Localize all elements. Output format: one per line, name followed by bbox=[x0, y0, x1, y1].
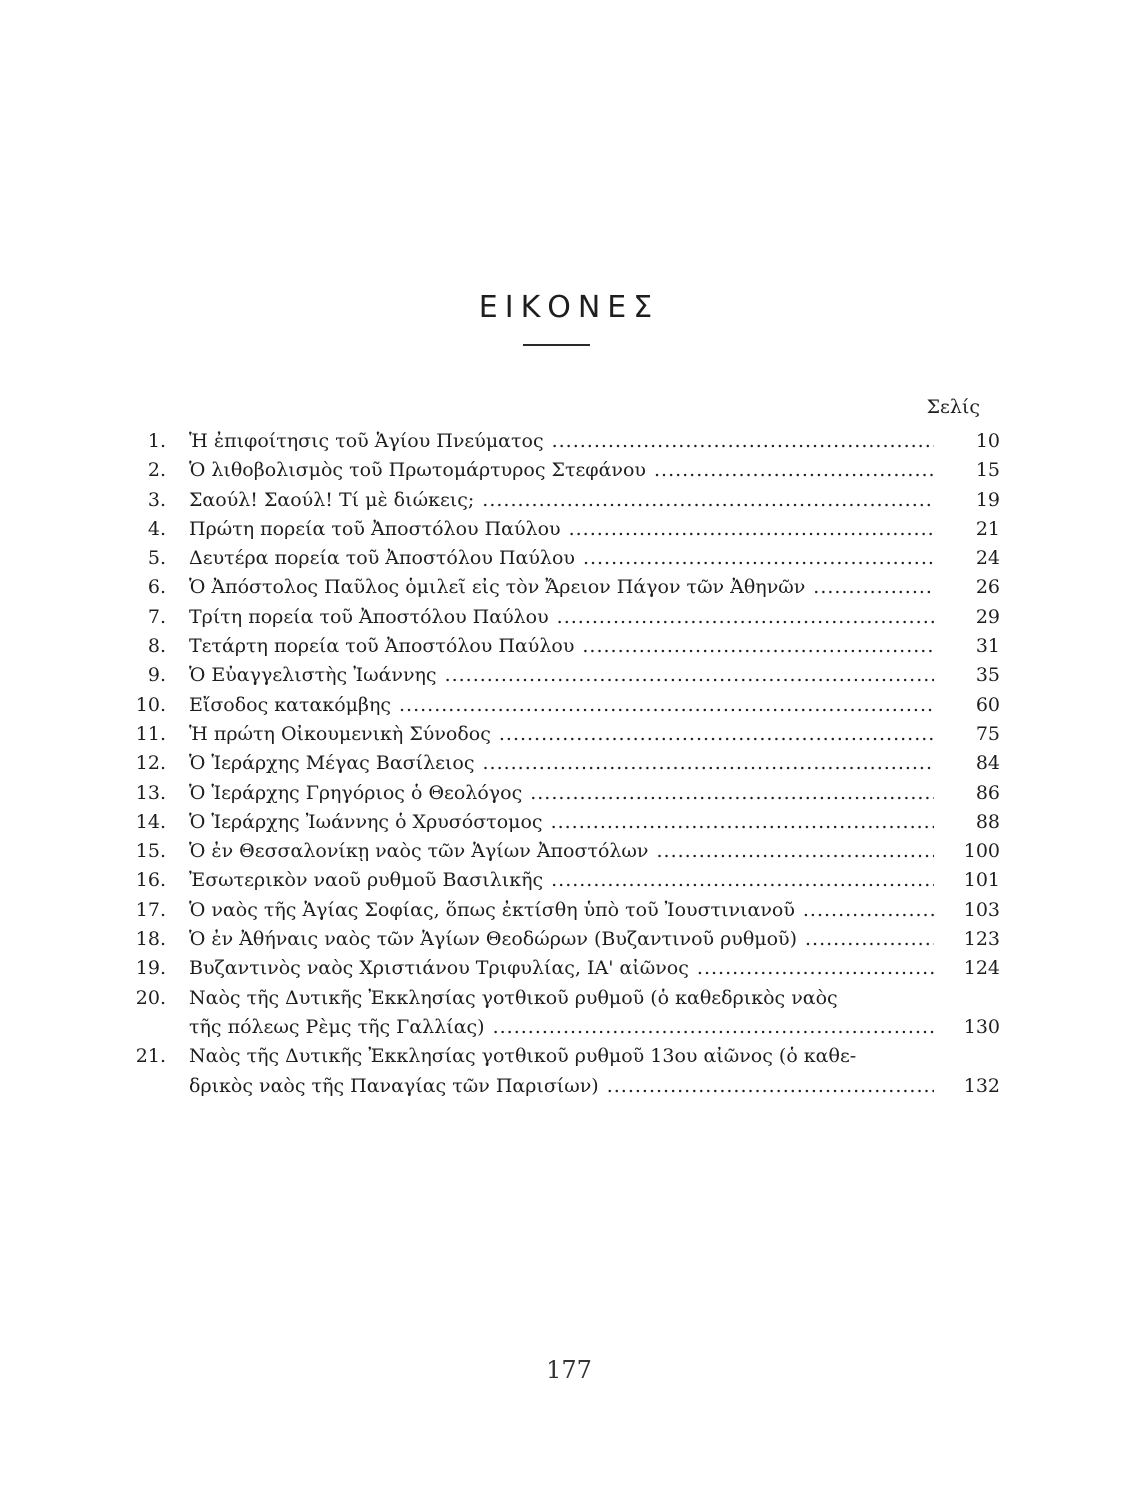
list-item bbox=[128, 896, 1000, 925]
entry-number: 13. bbox=[135, 781, 166, 804]
page-reference: 101 bbox=[963, 869, 1000, 892]
list-item bbox=[128, 984, 1000, 1043]
dot-leader bbox=[530, 779, 934, 808]
entry-number: 18. bbox=[135, 928, 166, 951]
entry-line bbox=[189, 486, 1000, 515]
page-reference: 19 bbox=[975, 488, 1000, 511]
dot-leader bbox=[482, 749, 934, 778]
dot-leader bbox=[499, 720, 934, 749]
page-reference: 15 bbox=[975, 459, 1000, 482]
list-item bbox=[128, 515, 1000, 544]
entry-number: 14. bbox=[135, 810, 166, 833]
list-item bbox=[128, 456, 1000, 485]
entry-line bbox=[189, 749, 1000, 778]
entry-number: 8. bbox=[147, 635, 166, 658]
entry-line bbox=[189, 984, 1000, 1013]
list-item bbox=[128, 925, 1000, 954]
dot-leader bbox=[445, 661, 934, 690]
page-reference: 10 bbox=[975, 430, 1000, 452]
entry-line bbox=[189, 661, 1000, 690]
entry-caption: Πρώτη πορεία τοῦ Ἀποστόλου Παύλου bbox=[189, 517, 561, 540]
page-title: ΕΙΚΟΝΕΣ bbox=[478, 290, 660, 325]
entry-caption: Ὁ Ἱεράρχης Ἰωάννης ὁ Χρυσόστομος bbox=[189, 810, 543, 833]
figure-list bbox=[128, 427, 1000, 1101]
list-item bbox=[128, 544, 1000, 573]
entry-caption: Ὁ Εὐαγγελιστὴς Ἰωάννης bbox=[189, 664, 437, 687]
entry-caption-continued: τῆς πόλεως Ρὲμς τῆς Γαλλίας) bbox=[189, 1015, 485, 1038]
entry-number: 16. bbox=[135, 869, 166, 892]
list-item bbox=[128, 720, 1000, 749]
page-reference: 31 bbox=[975, 635, 1000, 658]
entry-caption: Ὁ Ἱεράρχης Γρηγόριος ὁ Θεολόγος bbox=[189, 781, 523, 804]
page-reference: 29 bbox=[975, 605, 1000, 628]
dot-leader bbox=[551, 808, 934, 837]
dot-leader bbox=[805, 925, 934, 954]
entry-caption: Ναὸς τῆς Δυτικῆς Ἐκκλησίας γοτθικοῦ ρυθμοῦ (ὁ καθεδρικὸς ναὸς bbox=[189, 986, 838, 1009]
list-item bbox=[128, 808, 1000, 837]
entry-line bbox=[189, 515, 1000, 544]
entry-line bbox=[189, 866, 1000, 895]
entry-number: 5. bbox=[147, 547, 166, 570]
entry-line bbox=[189, 720, 1000, 749]
dot-leader bbox=[803, 896, 934, 925]
entry-number: 12. bbox=[135, 752, 166, 775]
dot-leader bbox=[583, 544, 934, 573]
entry-line bbox=[189, 925, 1000, 954]
list-item bbox=[128, 486, 1000, 515]
dot-leader bbox=[399, 691, 934, 720]
entry-caption: Ὁ ἐν Θεσσαλονίκῃ ναὸς τῶν Ἁγίων Ἀποστόλων bbox=[189, 840, 649, 863]
entry-number: 7. bbox=[147, 605, 166, 628]
entry-line bbox=[189, 1042, 1000, 1071]
entry-number: 17. bbox=[135, 898, 166, 921]
list-item bbox=[128, 691, 1000, 720]
entry-caption: Δευτέρα πορεία τοῦ Ἀποστόλου Παύλου bbox=[189, 547, 575, 570]
list-item bbox=[128, 632, 1000, 661]
dot-leader bbox=[656, 837, 934, 866]
list-item bbox=[128, 603, 1000, 632]
page-reference: 130 bbox=[963, 1015, 1000, 1038]
entry-number: 20. bbox=[135, 986, 166, 1009]
entry-line bbox=[189, 896, 1000, 925]
entry-line bbox=[189, 691, 1000, 720]
list-item bbox=[128, 837, 1000, 866]
entry-line bbox=[189, 779, 1000, 808]
entry-number: 3. bbox=[147, 488, 166, 511]
entry-caption: Εἴσοδος κατακόμβης bbox=[189, 693, 392, 716]
entry-caption: Ὁ Ἀπόστολος Παῦλος ὁμιλεῖ εἰς τὸν Ἄρειον Πάγον τῶν Ἀθηνῶν bbox=[189, 576, 806, 599]
page-reference: 86 bbox=[975, 781, 1000, 804]
entry-line bbox=[189, 837, 1000, 866]
entry-line-continued bbox=[189, 1072, 1000, 1101]
entry-caption: Ἡ πρώτη Οἰκουμενικὴ Σύνοδος bbox=[189, 722, 491, 745]
entry-line bbox=[189, 632, 1000, 661]
dot-leader bbox=[493, 1013, 934, 1042]
list-item bbox=[128, 866, 1000, 895]
entry-line bbox=[189, 573, 1000, 602]
page-reference: 124 bbox=[963, 957, 1000, 980]
entry-number: 11. bbox=[135, 722, 166, 745]
page-reference: 123 bbox=[963, 928, 1000, 951]
entry-number: 21. bbox=[135, 1045, 166, 1068]
entry-caption: Βυζαντινὸς ναὸς Χριστιάνου Τριφυλίας, ΙΑ' αἰῶνος bbox=[189, 957, 689, 980]
entry-caption: Σαούλ! Σαούλ! Τί μὲ διώκεις; bbox=[189, 488, 475, 511]
dot-leader bbox=[482, 486, 934, 515]
list-item bbox=[128, 661, 1000, 690]
list-item bbox=[128, 954, 1000, 983]
title-divider bbox=[523, 344, 590, 346]
dot-leader bbox=[551, 866, 934, 895]
entry-line bbox=[189, 456, 1000, 485]
entry-caption: Ὁ ἐν Ἀθήναις ναὸς τῶν Ἁγίων Θεοδώρων (Βυζαντινοῦ ρυθμοῦ) bbox=[189, 928, 798, 951]
entry-line bbox=[189, 808, 1000, 837]
entry-number: 9. bbox=[147, 664, 166, 687]
entry-caption: Ὁ ναὸς τῆς Ἁγίας Σοφίας, ὅπως ἐκτίσθη ὑπὸ τοῦ Ἰουστινιανοῦ bbox=[189, 898, 795, 921]
dot-leader bbox=[654, 456, 934, 485]
entry-caption: Τρίτη πορεία τοῦ Ἀποστόλου Παύλου bbox=[189, 605, 549, 628]
page-reference: 84 bbox=[975, 752, 1000, 775]
page-reference: 35 bbox=[975, 664, 1000, 687]
entry-caption: Ἡ ἐπιφοίτησις τοῦ Ἁγίου Πνεύματος bbox=[189, 430, 544, 452]
dot-leader bbox=[557, 603, 934, 632]
page-reference: 103 bbox=[963, 898, 1000, 921]
entry-caption: Ναὸς τῆς Δυτικῆς Ἐκκλησίας γοτθικοῦ ρυθμοῦ 13ου αἰῶνος (ὁ καθε- bbox=[189, 1045, 857, 1068]
entry-caption-continued: δρικὸς ναὸς τῆς Παναγίας τῶν Παρισίων) bbox=[189, 1074, 599, 1097]
entry-caption: Ὁ λιθοβολισμὸς τοῦ Πρωτομάρτυρος Στεφάνου bbox=[189, 459, 646, 482]
entry-number: 15. bbox=[135, 840, 166, 863]
list-item bbox=[128, 749, 1000, 778]
page-reference: 24 bbox=[975, 547, 1000, 570]
list-item bbox=[128, 1042, 1000, 1101]
page-reference: 132 bbox=[963, 1074, 1000, 1097]
dot-leader bbox=[569, 515, 934, 544]
page-reference: 26 bbox=[975, 576, 1000, 599]
entry-caption: Ἐσωτερικὸν ναοῦ ρυθμοῦ Βασιλικῆς bbox=[189, 869, 544, 892]
dot-leader bbox=[697, 954, 934, 983]
entry-line bbox=[189, 603, 1000, 632]
dot-leader bbox=[552, 427, 934, 456]
entry-number: 1. bbox=[147, 430, 166, 452]
page-reference: 60 bbox=[975, 693, 1000, 716]
page-reference: 75 bbox=[975, 722, 1000, 745]
entry-number: 10. bbox=[135, 693, 166, 716]
dot-leader bbox=[582, 632, 934, 661]
entry-number: 4. bbox=[147, 517, 166, 540]
entry-number: 19. bbox=[135, 957, 166, 980]
list-item bbox=[128, 779, 1000, 808]
dot-leader bbox=[607, 1072, 934, 1101]
page-reference: 21 bbox=[975, 517, 1000, 540]
page-reference: 100 bbox=[963, 840, 1000, 863]
entry-number: 6. bbox=[147, 576, 166, 599]
entry-line bbox=[189, 954, 1000, 983]
page-reference: 88 bbox=[975, 810, 1000, 833]
entry-caption: Ὁ Ἱεράρχης Μέγας Βασίλειος bbox=[189, 752, 475, 775]
entry-line-continued bbox=[189, 1013, 1000, 1042]
entry-line bbox=[189, 427, 1000, 456]
entry-caption: Τετάρτη πορεία τοῦ Ἀποστόλου Παύλου bbox=[189, 635, 575, 658]
entry-number: 2. bbox=[147, 459, 166, 482]
page-column-header: Σελίς bbox=[926, 396, 980, 418]
entry-line bbox=[189, 544, 1000, 573]
list-item bbox=[128, 573, 1000, 602]
list-item bbox=[128, 427, 1000, 456]
dot-leader bbox=[813, 573, 934, 602]
page-number: 177 bbox=[546, 1356, 592, 1384]
